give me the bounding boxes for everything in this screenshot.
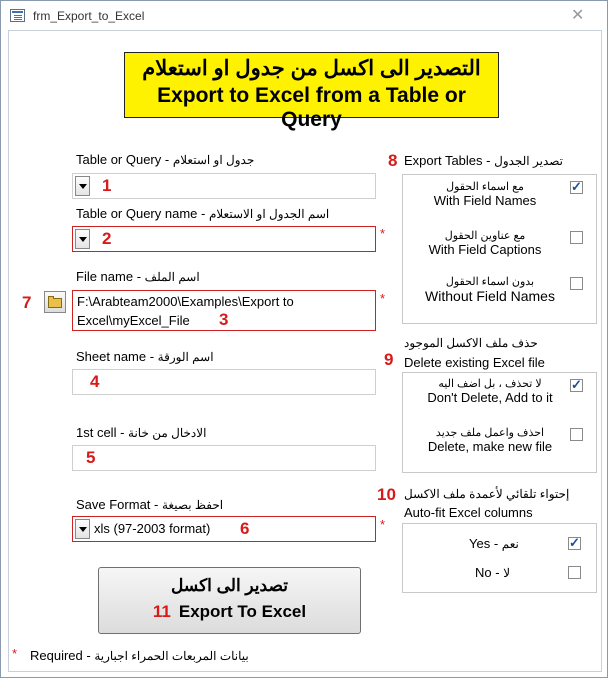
footer-required-note: Required - بيانات المربعات الحمراء اجبارية <box>30 648 249 663</box>
sheet-name-label: Sheet name - اسم الورقة <box>76 349 214 364</box>
title-bar[interactable] <box>1 1 607 31</box>
delete-existing-title: Delete existing Excel file <box>404 355 545 370</box>
checkbox-with-field-names[interactable] <box>570 181 583 194</box>
autofit-title-arabic: إحتواء تلقائي لأعمدة ملف الاكسل <box>404 487 570 501</box>
field-number-1: 1 <box>102 176 112 195</box>
button-number-11: 11 <box>152 602 171 621</box>
export-button-arabic: تصدير الى اكسل <box>171 576 288 595</box>
required-mark: * <box>380 517 386 532</box>
file-name-label: File name - اسم الملف <box>76 269 200 284</box>
option-with-field-names: مع اسماء الحقول With Field Names <box>433 181 537 208</box>
chevron-down-icon[interactable] <box>75 229 90 249</box>
save-format-value: xls (97-2003 format) <box>94 521 211 536</box>
group-number-8: 8 <box>388 151 398 170</box>
autofit-frame <box>402 523 597 593</box>
checkbox-without-field-names[interactable] <box>570 277 583 290</box>
first-cell-label: 1st cell - الادخال من خانة <box>76 425 207 440</box>
checkbox-autofit-yes[interactable] <box>568 537 581 550</box>
field-number-4: 4 <box>90 372 100 391</box>
group-number-10: 10 <box>377 485 396 504</box>
checkbox-delete-new-file[interactable] <box>570 428 583 441</box>
export-to-excel-button[interactable] <box>98 567 361 634</box>
field-number-7: 7 <box>22 293 32 312</box>
field-number-3: 3 <box>219 310 229 329</box>
group-number-9: 9 <box>384 350 394 369</box>
title-banner <box>124 52 499 131</box>
required-mark: * <box>380 291 386 306</box>
option-autofit-no: No - لا <box>475 565 511 580</box>
browse-folder-button[interactable] <box>44 291 66 313</box>
footer-required-star: * <box>12 646 18 661</box>
file-name-value-line1: F:\Arabteam2000\Examples\Export to <box>77 294 294 309</box>
form-icon <box>10 9 25 22</box>
delete-existing-title-arabic: حذف ملف الاكسل الموجود <box>404 336 538 350</box>
first-cell-input[interactable] <box>72 445 376 471</box>
field-number-5: 5 <box>86 448 96 467</box>
save-format-label: Save Format - احفظ بصيغة <box>76 497 224 512</box>
checkbox-dont-delete[interactable] <box>570 379 583 392</box>
sheet-name-input[interactable] <box>72 369 376 395</box>
option-with-field-captions: مع عناوين الحقول With Field Captions <box>428 230 542 257</box>
table-or-query-name-label: Table or Query name - اسم الجدول او الاستعلام <box>76 206 330 221</box>
export-button-english: 11 Export To Excel <box>152 602 307 621</box>
option-dont-delete: لا تحذف ، بل اضف اليه Don't Delete, Add to it <box>427 378 553 405</box>
table-or-query-label: Table or Query - جدول او استعلام <box>76 152 255 167</box>
option-without-field-names: بدون اسماء الحقول Without Field Names <box>425 276 555 304</box>
chevron-down-icon[interactable] <box>75 176 90 196</box>
checkbox-with-field-captions[interactable] <box>570 231 583 244</box>
banner-title-arabic: التصدير الى اكسل من جدول او استعلام <box>142 57 481 80</box>
export-tables-title: Export Tables - تصدير الجدول <box>404 153 563 168</box>
close-icon[interactable]: ✕ <box>571 7 585 24</box>
option-autofit-yes: Yes - نعم <box>469 536 519 551</box>
field-number-2: 2 <box>102 229 112 248</box>
banner-title-english: Export to Excel from a Table or Query <box>157 84 466 131</box>
field-number-6: 6 <box>240 519 250 538</box>
window-title: frm_Export_to_Excel <box>33 9 145 23</box>
required-mark: * <box>380 226 386 241</box>
option-delete-new-file: احذف واعمل ملف جديد Delete, make new file <box>427 427 553 454</box>
table-or-query-combo[interactable] <box>72 173 376 199</box>
checkbox-autofit-no[interactable] <box>568 566 581 579</box>
table-or-query-name-combo[interactable] <box>72 226 376 252</box>
autofit-title: Auto-fit Excel columns <box>404 505 533 520</box>
file-name-value-line2: Excel\myExcel_File <box>77 313 190 328</box>
chevron-down-icon[interactable] <box>75 519 90 539</box>
